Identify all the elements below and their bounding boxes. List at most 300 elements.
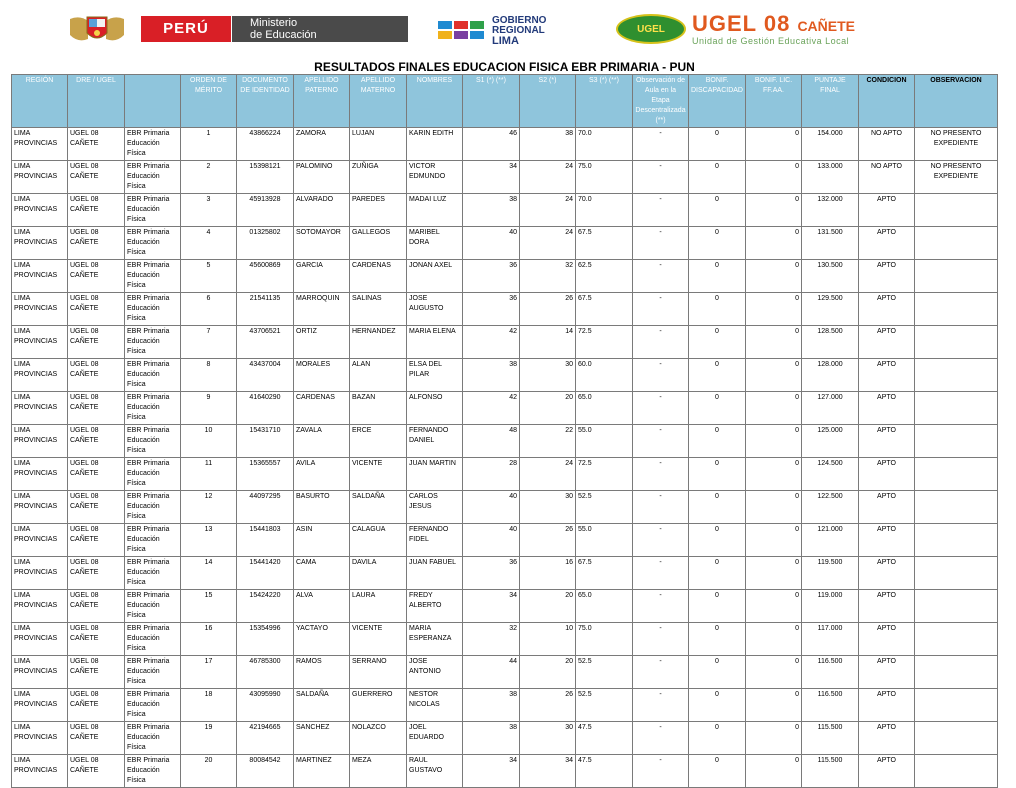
cell-paterno: SOTOMAYOR xyxy=(294,227,350,260)
table-row xyxy=(12,458,998,491)
cell-observ xyxy=(915,656,998,689)
cell-nombres: JOEL EDUARDO xyxy=(407,722,463,755)
cell-cond: APTO xyxy=(859,623,915,656)
cell-paterno: CAMA xyxy=(294,557,350,590)
cell-final: 131.500 xyxy=(802,227,859,260)
table-row xyxy=(12,557,998,590)
cell-s1: 38 xyxy=(463,359,520,392)
cell-ffaa: 0 xyxy=(746,722,802,755)
cell-final: 122.500 xyxy=(802,491,859,524)
col-s3: S3 (*) (**) xyxy=(576,75,633,128)
ugel-emblem-text: UGEL xyxy=(637,24,665,35)
cell-orden: 12 xyxy=(181,491,237,524)
cell-nivel: EBR Primaria Educación Física xyxy=(125,359,181,392)
table-row xyxy=(12,293,998,326)
cell-ffaa: 0 xyxy=(746,623,802,656)
cell-materno: DAVILA xyxy=(350,557,407,590)
cell-ugel: UGEL 08 CAÑETE xyxy=(68,392,125,425)
cell-s2: 30 xyxy=(520,491,576,524)
col-apellido-paterno: APELLIDO PATERNO xyxy=(294,75,350,128)
cell-doc: 43866224 xyxy=(237,128,294,161)
cell-doc: 01325802 xyxy=(237,227,294,260)
cell-disc: 0 xyxy=(689,524,746,557)
cell-cond: APTO xyxy=(859,392,915,425)
cell-paterno: MARROQUIN xyxy=(294,293,350,326)
cell-ffaa: 0 xyxy=(746,293,802,326)
cell-ugel: UGEL 08 CAÑETE xyxy=(68,194,125,227)
cell-doc: 21541135 xyxy=(237,293,294,326)
cell-ffaa: 0 xyxy=(746,227,802,260)
cell-s2: 30 xyxy=(520,722,576,755)
cell-paterno: ALVARADO xyxy=(294,194,350,227)
cell-obs: - xyxy=(633,161,689,194)
cell-region: LIMA PROVINCIAS xyxy=(12,392,68,425)
cell-materno: ZUÑIGA xyxy=(350,161,407,194)
ugel-title: UGEL 08 xyxy=(692,11,791,36)
cell-ugel: UGEL 08 CAÑETE xyxy=(68,491,125,524)
cell-disc: 0 xyxy=(689,425,746,458)
cell-observ xyxy=(915,557,998,590)
cell-materno: SERRANO xyxy=(350,656,407,689)
cell-cond: APTO xyxy=(859,557,915,590)
table-row xyxy=(12,722,998,755)
table-row xyxy=(12,128,998,161)
cell-disc: 0 xyxy=(689,458,746,491)
cell-ugel: UGEL 08 CAÑETE xyxy=(68,623,125,656)
cell-s1: 38 xyxy=(463,722,520,755)
table-row xyxy=(12,227,998,260)
cell-ugel: UGEL 08 CAÑETE xyxy=(68,722,125,755)
cell-final: 115.500 xyxy=(802,755,859,788)
cell-region: LIMA PROVINCIAS xyxy=(12,260,68,293)
cell-materno: MEZA xyxy=(350,755,407,788)
cell-final: 127.000 xyxy=(802,392,859,425)
cell-ffaa: 0 xyxy=(746,557,802,590)
cell-region: LIMA PROVINCIAS xyxy=(12,359,68,392)
table-row xyxy=(12,326,998,359)
cell-paterno: GARCIA xyxy=(294,260,350,293)
cell-final: 119.000 xyxy=(802,590,859,623)
cell-ffaa: 0 xyxy=(746,524,802,557)
cell-final: 116.500 xyxy=(802,656,859,689)
cell-observ xyxy=(915,194,998,227)
cell-doc: 45600869 xyxy=(237,260,294,293)
cell-materno: BAZAN xyxy=(350,392,407,425)
ugel-logo xyxy=(616,12,916,48)
cell-paterno: ALVA xyxy=(294,590,350,623)
cell-s1: 38 xyxy=(463,689,520,722)
cell-cond: APTO xyxy=(859,755,915,788)
cell-cond: APTO xyxy=(859,227,915,260)
cell-ffaa: 0 xyxy=(746,326,802,359)
cell-disc: 0 xyxy=(689,623,746,656)
table-row xyxy=(12,623,998,656)
col-s2: S2 (*) xyxy=(520,75,576,128)
cell-s1: 28 xyxy=(463,458,520,491)
cell-observ xyxy=(915,293,998,326)
cell-region: LIMA PROVINCIAS xyxy=(12,491,68,524)
cell-observ xyxy=(915,359,998,392)
cell-cond: APTO xyxy=(859,590,915,623)
cell-disc: 0 xyxy=(689,491,746,524)
cell-materno: LAURA xyxy=(350,590,407,623)
cell-s3: 67.5 xyxy=(576,557,633,590)
cell-ugel: UGEL 08 CAÑETE xyxy=(68,260,125,293)
cell-obs: - xyxy=(633,227,689,260)
cell-obs: - xyxy=(633,458,689,491)
cell-doc: 43095990 xyxy=(237,689,294,722)
cell-s3: 72.5 xyxy=(576,458,633,491)
cell-final: 130.500 xyxy=(802,260,859,293)
cell-disc: 0 xyxy=(689,326,746,359)
cell-s1: 44 xyxy=(463,656,520,689)
cell-s2: 24 xyxy=(520,227,576,260)
cell-s1: 42 xyxy=(463,326,520,359)
col-bonif-discapacidad: BONIF. DISCAPACIDAD xyxy=(689,75,746,128)
cell-disc: 0 xyxy=(689,161,746,194)
cell-nivel: EBR Primaria Educación Física xyxy=(125,128,181,161)
cell-doc: 45913928 xyxy=(237,194,294,227)
cell-nivel: EBR Primaria Educación Física xyxy=(125,656,181,689)
cell-doc: 15424220 xyxy=(237,590,294,623)
cell-paterno: PALOMINO xyxy=(294,161,350,194)
cell-s2: 20 xyxy=(520,590,576,623)
cell-nombres: JOSE AUGUSTO xyxy=(407,293,463,326)
cell-region: LIMA PROVINCIAS xyxy=(12,557,68,590)
cell-ffaa: 0 xyxy=(746,128,802,161)
table-row xyxy=(12,392,998,425)
cell-s1: 36 xyxy=(463,293,520,326)
cell-s2: 24 xyxy=(520,161,576,194)
cell-nivel: EBR Primaria Educación Física xyxy=(125,458,181,491)
cell-orden: 3 xyxy=(181,194,237,227)
cell-s2: 38 xyxy=(520,128,576,161)
cell-obs: - xyxy=(633,722,689,755)
cell-s3: 55.0 xyxy=(576,425,633,458)
cell-nombres: ELSA DEL PILAR xyxy=(407,359,463,392)
cell-nivel: EBR Primaria Educación Física xyxy=(125,227,181,260)
cell-obs: - xyxy=(633,755,689,788)
cell-materno: CALAGUA xyxy=(350,524,407,557)
cell-ugel: UGEL 08 CAÑETE xyxy=(68,161,125,194)
cell-s3: 65.0 xyxy=(576,392,633,425)
cell-s2: 32 xyxy=(520,260,576,293)
col-s1: S1 (*) (**) xyxy=(463,75,520,128)
cell-orden: 1 xyxy=(181,128,237,161)
cell-s1: 48 xyxy=(463,425,520,458)
cell-materno: GALLEGOS xyxy=(350,227,407,260)
gobierno-regional-logo xyxy=(438,15,578,47)
table-row xyxy=(12,359,998,392)
cell-orden: 2 xyxy=(181,161,237,194)
cell-orden: 6 xyxy=(181,293,237,326)
cell-disc: 0 xyxy=(689,227,746,260)
table-row xyxy=(12,260,998,293)
cell-s1: 32 xyxy=(463,623,520,656)
col-documento: DOCUMENTO DE IDENTIDAD xyxy=(237,75,294,128)
cell-materno: NOLAZCO xyxy=(350,722,407,755)
cell-orden: 17 xyxy=(181,656,237,689)
cell-materno: ERCE xyxy=(350,425,407,458)
cell-paterno: ASIN xyxy=(294,524,350,557)
col-observacion: OBSERVACION xyxy=(915,75,998,128)
cell-nivel: EBR Primaria Educación Física xyxy=(125,326,181,359)
cell-doc: 41640290 xyxy=(237,392,294,425)
cell-paterno: RAMOS xyxy=(294,656,350,689)
cell-doc: 43437004 xyxy=(237,359,294,392)
cell-s1: 36 xyxy=(463,557,520,590)
cell-materno: PAREDES xyxy=(350,194,407,227)
cell-ffaa: 0 xyxy=(746,425,802,458)
cell-cond: APTO xyxy=(859,260,915,293)
cell-obs: - xyxy=(633,326,689,359)
cell-cond: APTO xyxy=(859,689,915,722)
cell-ffaa: 0 xyxy=(746,656,802,689)
cell-materno: VICENTE xyxy=(350,458,407,491)
cell-s3: 70.0 xyxy=(576,128,633,161)
cell-s3: 47.5 xyxy=(576,722,633,755)
cell-cond: APTO xyxy=(859,656,915,689)
cell-disc: 0 xyxy=(689,755,746,788)
cell-cond: APTO xyxy=(859,326,915,359)
table-row xyxy=(12,161,998,194)
cell-paterno: CARDENAS xyxy=(294,392,350,425)
cell-nivel: EBR Primaria Educación Física xyxy=(125,689,181,722)
cell-obs: - xyxy=(633,128,689,161)
cell-obs: - xyxy=(633,260,689,293)
col-bonif-ffaa: BONIF. LIC. FF.AA. xyxy=(746,75,802,128)
cell-obs: - xyxy=(633,359,689,392)
minedu-line1: Ministerio xyxy=(250,17,298,29)
col-puntaje-final: PUNTAJE FINAL xyxy=(802,75,859,128)
cell-observ xyxy=(915,623,998,656)
cell-ffaa: 0 xyxy=(746,590,802,623)
cell-s1: 40 xyxy=(463,227,520,260)
cell-paterno: BASURTO xyxy=(294,491,350,524)
cell-final: 116.500 xyxy=(802,689,859,722)
cell-orden: 11 xyxy=(181,458,237,491)
cell-obs: - xyxy=(633,524,689,557)
cell-s3: 75.0 xyxy=(576,161,633,194)
cell-s3: 52.5 xyxy=(576,491,633,524)
cell-ffaa: 0 xyxy=(746,194,802,227)
cell-doc: 15431710 xyxy=(237,425,294,458)
cell-disc: 0 xyxy=(689,260,746,293)
cell-obs: - xyxy=(633,425,689,458)
cell-s2: 26 xyxy=(520,293,576,326)
cell-orden: 13 xyxy=(181,524,237,557)
cell-orden: 18 xyxy=(181,689,237,722)
cell-s2: 24 xyxy=(520,458,576,491)
cell-region: LIMA PROVINCIAS xyxy=(12,689,68,722)
cell-ugel: UGEL 08 CAÑETE xyxy=(68,128,125,161)
cell-observ xyxy=(915,524,998,557)
cell-disc: 0 xyxy=(689,359,746,392)
cell-ugel: UGEL 08 CAÑETE xyxy=(68,557,125,590)
cell-materno: GUERRERO xyxy=(350,689,407,722)
cell-s1: 34 xyxy=(463,161,520,194)
cell-obs: - xyxy=(633,194,689,227)
cell-final: 132.000 xyxy=(802,194,859,227)
cell-obs: - xyxy=(633,590,689,623)
cell-paterno: SALDAÑA xyxy=(294,689,350,722)
cell-paterno: ZAVALA xyxy=(294,425,350,458)
cell-s1: 42 xyxy=(463,392,520,425)
cell-region: LIMA PROVINCIAS xyxy=(12,623,68,656)
cell-observ: NO PRESENTO EXPEDIENTE xyxy=(915,128,998,161)
cell-disc: 0 xyxy=(689,656,746,689)
cell-final: 119.500 xyxy=(802,557,859,590)
cell-orden: 9 xyxy=(181,392,237,425)
cell-nombres: MARIA ELENA xyxy=(407,326,463,359)
cell-paterno: SANCHEZ xyxy=(294,722,350,755)
cell-ffaa: 0 xyxy=(746,359,802,392)
cell-observ xyxy=(915,425,998,458)
cell-region: LIMA PROVINCIAS xyxy=(12,128,68,161)
cell-nombres: FREDY ALBERTO xyxy=(407,590,463,623)
cell-paterno: AVILA xyxy=(294,458,350,491)
cell-orden: 14 xyxy=(181,557,237,590)
cell-doc: 15365557 xyxy=(237,458,294,491)
cell-observ: NO PRESENTO EXPEDIENTE xyxy=(915,161,998,194)
col-nombres: NOMBRES xyxy=(407,75,463,128)
cell-s2: 26 xyxy=(520,524,576,557)
cell-nombres: MARIA ESPERANZA xyxy=(407,623,463,656)
cell-s1: 38 xyxy=(463,194,520,227)
cell-nombres: MADAI LUZ xyxy=(407,194,463,227)
cell-orden: 8 xyxy=(181,359,237,392)
cell-nivel: EBR Primaria Educación Física xyxy=(125,590,181,623)
cell-obs: - xyxy=(633,656,689,689)
cell-s2: 10 xyxy=(520,623,576,656)
cell-nivel: EBR Primaria Educación Física xyxy=(125,293,181,326)
col-apellido-materno: APELLIDO MATERNO xyxy=(350,75,407,128)
cell-final: 128.000 xyxy=(802,359,859,392)
col-dre-ugel: DRE / UGEL xyxy=(68,75,125,128)
cell-observ xyxy=(915,458,998,491)
cell-materno: VICENTE xyxy=(350,623,407,656)
cell-doc: 15398121 xyxy=(237,161,294,194)
cell-cond: APTO xyxy=(859,425,915,458)
cell-region: LIMA PROVINCIAS xyxy=(12,194,68,227)
cell-ugel: UGEL 08 CAÑETE xyxy=(68,359,125,392)
cell-s3: 72.5 xyxy=(576,326,633,359)
cell-paterno: MARTINEZ xyxy=(294,755,350,788)
peru-logo: PERÚ xyxy=(141,16,231,42)
results-table xyxy=(11,74,998,788)
cell-final: 129.500 xyxy=(802,293,859,326)
table-header-row xyxy=(12,75,998,128)
cell-s3: 55.0 xyxy=(576,524,633,557)
cell-region: LIMA PROVINCIAS xyxy=(12,755,68,788)
cell-ugel: UGEL 08 CAÑETE xyxy=(68,227,125,260)
document-title: RESULTADOS FINALES EDUCACION FISICA EBR PRIMARIA - PUN xyxy=(314,60,695,74)
cell-ugel: UGEL 08 CAÑETE xyxy=(68,755,125,788)
cell-disc: 0 xyxy=(689,194,746,227)
cell-observ xyxy=(915,755,998,788)
col-nivel xyxy=(125,75,181,128)
cell-s2: 14 xyxy=(520,326,576,359)
cell-disc: 0 xyxy=(689,590,746,623)
cell-final: 121.000 xyxy=(802,524,859,557)
cell-orden: 19 xyxy=(181,722,237,755)
cell-orden: 5 xyxy=(181,260,237,293)
cell-ugel: UGEL 08 CAÑETE xyxy=(68,656,125,689)
cell-obs: - xyxy=(633,392,689,425)
cell-nombres: JUAN MARTIN xyxy=(407,458,463,491)
cell-orden: 15 xyxy=(181,590,237,623)
cell-paterno: MORALES xyxy=(294,359,350,392)
header-logos xyxy=(0,0,1016,54)
gob-line1: GOBIERNO xyxy=(492,15,547,26)
col-orden-merito: ORDEN DE MÉRITO xyxy=(181,75,237,128)
cell-obs: - xyxy=(633,293,689,326)
cell-observ xyxy=(915,227,998,260)
cell-doc: 42194665 xyxy=(237,722,294,755)
cell-s2: 22 xyxy=(520,425,576,458)
cell-s3: 60.0 xyxy=(576,359,633,392)
cell-nombres: KARIN EDITH xyxy=(407,128,463,161)
cell-region: LIMA PROVINCIAS xyxy=(12,227,68,260)
cell-region: LIMA PROVINCIAS xyxy=(12,425,68,458)
cell-disc: 0 xyxy=(689,392,746,425)
cell-obs: - xyxy=(633,491,689,524)
cell-doc: 15441420 xyxy=(237,557,294,590)
cell-s3: 52.5 xyxy=(576,656,633,689)
cell-obs: - xyxy=(633,623,689,656)
cell-s2: 26 xyxy=(520,689,576,722)
cell-paterno: ORTIZ xyxy=(294,326,350,359)
table-row xyxy=(12,755,998,788)
cell-s1: 40 xyxy=(463,491,520,524)
cell-nombres: JOSE ANTONIO xyxy=(407,656,463,689)
table-row xyxy=(12,491,998,524)
cell-final: 125.000 xyxy=(802,425,859,458)
cell-materno: ALAN xyxy=(350,359,407,392)
cell-materno: SALDAÑA xyxy=(350,491,407,524)
table-body xyxy=(12,128,998,788)
cell-ffaa: 0 xyxy=(746,689,802,722)
cell-observ xyxy=(915,326,998,359)
cell-s2: 34 xyxy=(520,755,576,788)
table-row xyxy=(12,590,998,623)
cell-observ xyxy=(915,491,998,524)
cell-nivel: EBR Primaria Educación Física xyxy=(125,623,181,656)
peru-coat-of-arms-icon xyxy=(66,13,128,45)
cell-ffaa: 0 xyxy=(746,161,802,194)
cell-region: LIMA PROVINCIAS xyxy=(12,722,68,755)
cell-nivel: EBR Primaria Educación Física xyxy=(125,557,181,590)
cell-ugel: UGEL 08 CAÑETE xyxy=(68,524,125,557)
cell-doc: 80084542 xyxy=(237,755,294,788)
cell-final: 124.500 xyxy=(802,458,859,491)
table-row xyxy=(12,425,998,458)
cell-paterno: ZAMORA xyxy=(294,128,350,161)
cell-doc: 44097295 xyxy=(237,491,294,524)
cell-orden: 10 xyxy=(181,425,237,458)
cell-s3: 65.0 xyxy=(576,590,633,623)
cell-cond: APTO xyxy=(859,524,915,557)
cell-ugel: UGEL 08 CAÑETE xyxy=(68,326,125,359)
gob-line3: LIMA xyxy=(492,35,519,47)
cell-region: LIMA PROVINCIAS xyxy=(12,326,68,359)
cell-nivel: EBR Primaria Educación Física xyxy=(125,524,181,557)
cell-cond: APTO xyxy=(859,293,915,326)
cell-ffaa: 0 xyxy=(746,458,802,491)
col-region: REGIÓN xyxy=(12,75,68,128)
cell-nivel: EBR Primaria Educación Física xyxy=(125,755,181,788)
cell-s3: 67.5 xyxy=(576,227,633,260)
